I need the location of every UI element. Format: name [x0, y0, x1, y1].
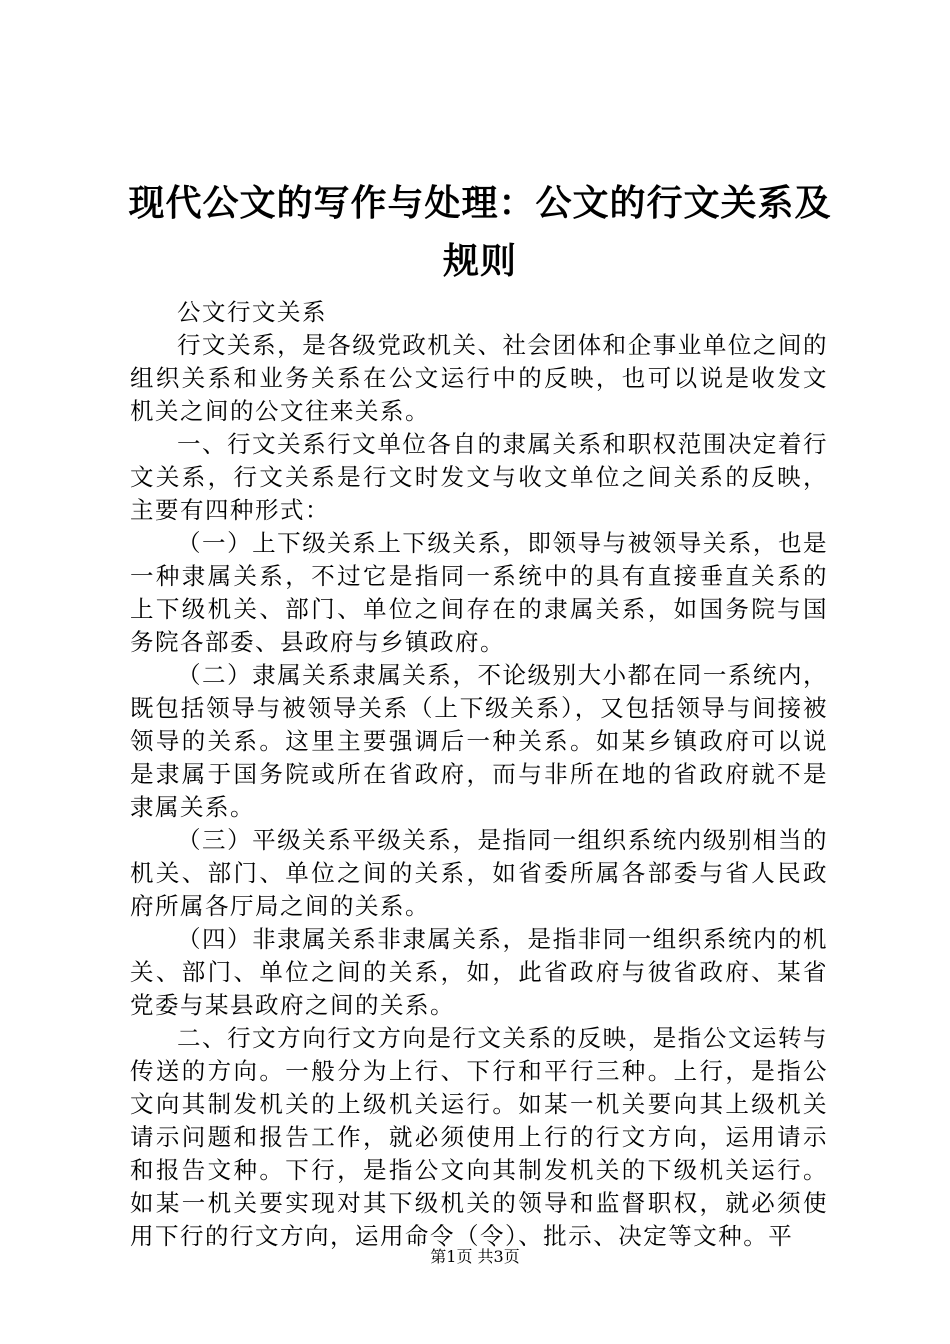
- paragraph: （三）平级关系平级关系，是指同一组织系统内级别相当的机关、部门、单位之间的关系，如省委所属各部委与省人民政府所属各厅局之间的关系。: [130, 826, 828, 920]
- document-title: 现代公文的写作与处理：公文的行文关系及规则: [128, 183, 832, 282]
- paragraph: （一）上下级关系上下级关系，即领导与被领导关系，也是一种隶属关系，不过它是指同一系统中的具有直接垂直关系的上下级机关、部门、单位之间存在的隶属关系，如国务院与国务院各部委、县政府与乡镇政府。: [130, 529, 828, 656]
- paragraph: 行文关系，是各级党政机关、社会团体和企事业单位之间的组织关系和业务关系在公文运行中的反映，也可以说是收发文机关之间的公文往来关系。: [130, 331, 828, 425]
- paragraph: （四）非隶属关系非隶属关系，是指非同一组织系统内的机关、部门、单位之间的关系，如，此省政府与彼省政府、某省党委与某县政府之间的关系。: [130, 925, 828, 1019]
- paragraph: （二）隶属关系隶属关系，不论级别大小都在同一系统内，既包括领导与被领导关系（上下级关系），又包括领导与间接被领导的关系。这里主要强调后一种关系。如某乡镇政府可以说是隶属于国务院或所在省政府，而与非所在地的省政府就不是隶属关系。: [130, 661, 828, 821]
- page-number-footer: 第1页 共3页: [430, 1247, 520, 1266]
- document-body: [130, 296, 828, 1253]
- paragraph: 二、行文方向行文方向是行文关系的反映，是指公文运转与传送的方向。一般分为上行、下行和平行三种。上行，是指公文向其制发机关的上级机关运行。如某一机关要向其上级机关请示问题和报告工作，就必须使用上行的行文方向，运用请示和报告文种。下行，是指公文向其制发机关的下级机关运行。如某一机关要实现对其下级机关的领导和监督职权，就必须使用下行的行文方向，运用命令（令）、批示、决定等文种。平: [130, 1024, 828, 1250]
- paragraph-heading: 公文行文关系: [177, 298, 327, 326]
- paragraph: 一、行文关系行文单位各自的隶属关系和职权范围决定着行文关系，行文关系是行文时发文与收文单位之间关系的反映，主要有四种形式：: [130, 430, 828, 524]
